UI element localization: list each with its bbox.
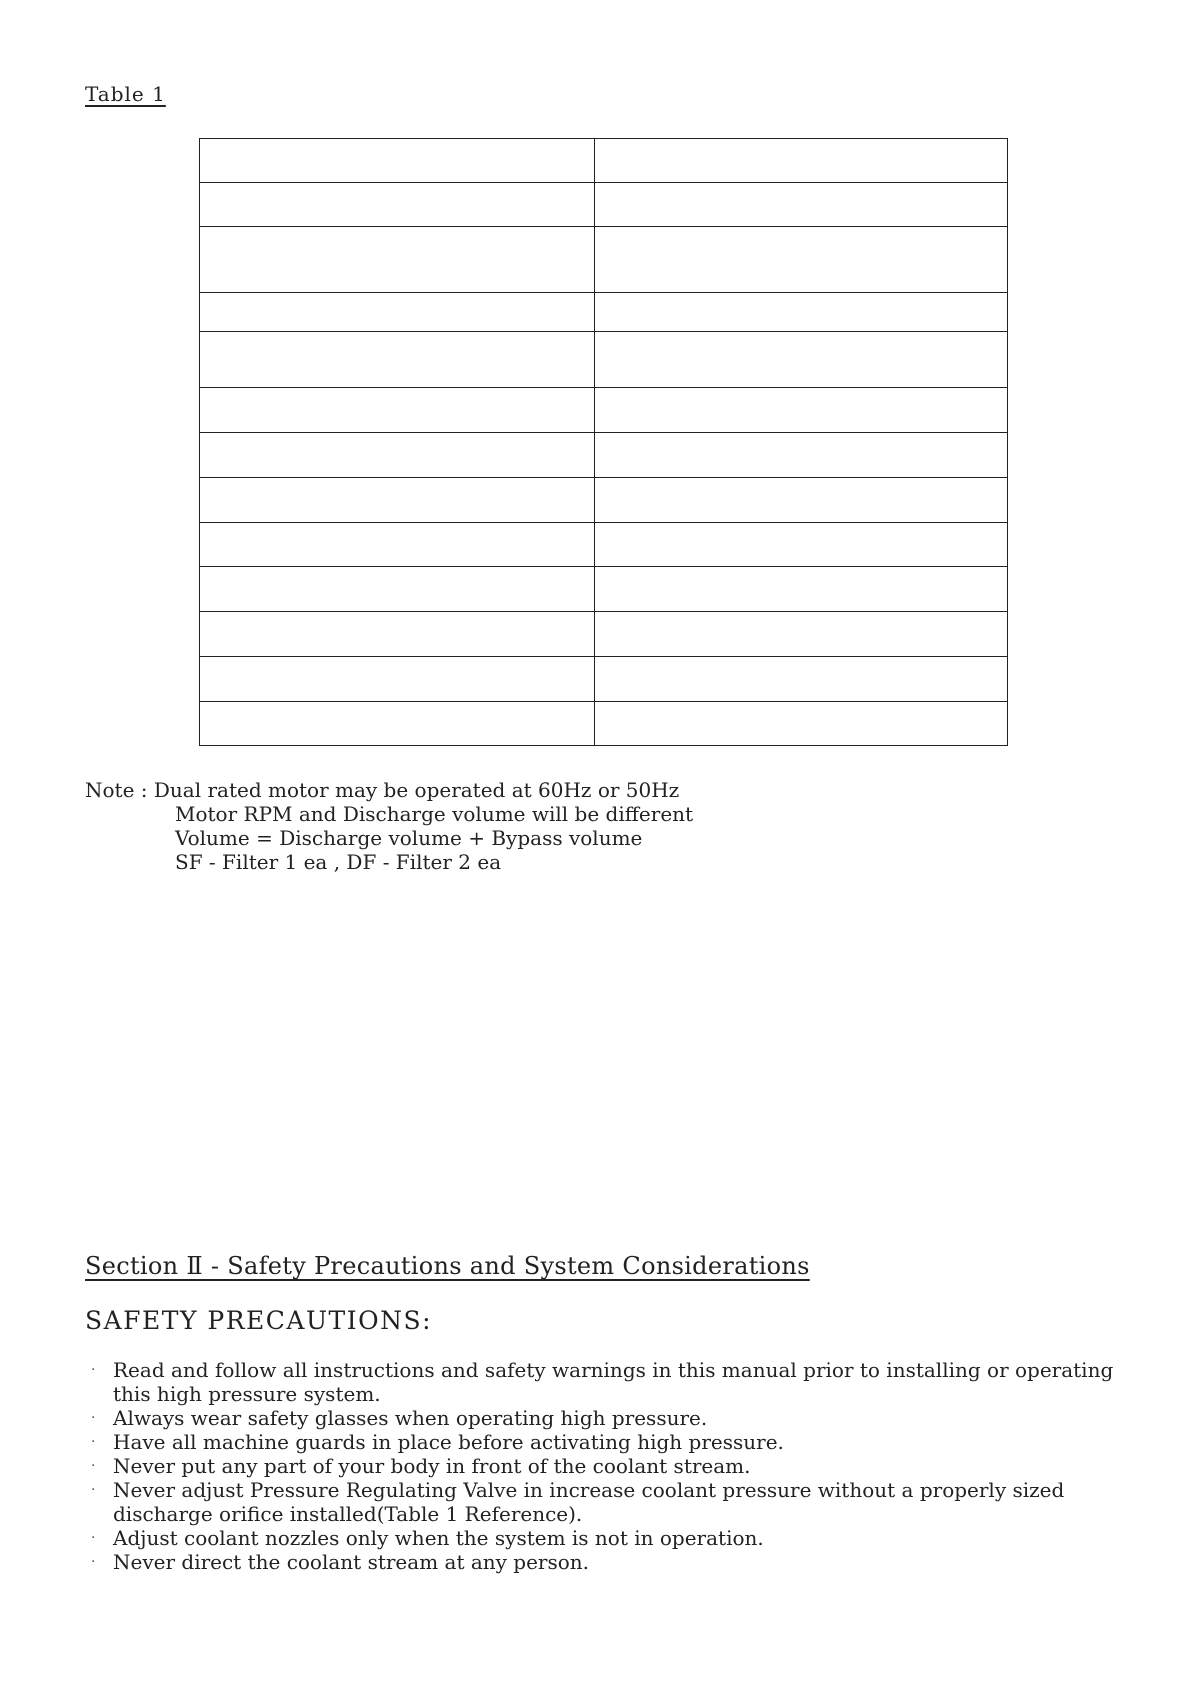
list-item: [85, 1406, 1125, 1430]
table-cell: [595, 612, 1008, 657]
safety-heading: SAFETY PRECAUTIONS:: [85, 1306, 433, 1335]
precaution-text: Have all machine guards in place before activating high pressure.: [113, 1430, 784, 1454]
table-cell: [595, 657, 1008, 702]
table-cell: [200, 523, 595, 567]
bullet-icon: ·: [91, 1554, 96, 1570]
table-cell: [595, 183, 1008, 227]
table-row: [200, 523, 1008, 567]
list-item: [85, 1526, 1125, 1550]
list-item: [85, 1430, 1125, 1454]
table-cell: [595, 332, 1008, 388]
table-cell: [595, 388, 1008, 433]
bullet-icon: ·: [91, 1482, 96, 1498]
precaution-text: Never adjust Pressure Regulating Valve in increase coolant pressure without a properly sized discharge orifice installed(Table 1 Reference).: [113, 1478, 1065, 1526]
table-row: [200, 612, 1008, 657]
table-row: [200, 702, 1008, 746]
table-row: [200, 433, 1008, 478]
table-cell: [200, 139, 595, 183]
table-row: [200, 657, 1008, 702]
table-row: [200, 139, 1008, 183]
bullet-icon: ·: [91, 1410, 96, 1426]
table-row: [200, 183, 1008, 227]
bullet-icon: ·: [91, 1530, 96, 1546]
bullet-icon: ·: [91, 1434, 96, 1450]
table-cell: [200, 702, 595, 746]
bullet-icon: ·: [91, 1458, 96, 1474]
table-cell: [200, 612, 595, 657]
table-cell: [595, 567, 1008, 612]
precaution-text: Never direct the coolant stream at any person.: [113, 1550, 590, 1574]
section-title: Section Ⅱ - Safety Precautions and System Considerations: [85, 1252, 810, 1280]
list-item: [85, 1358, 1125, 1406]
precaution-text: Never put any part of your body in front of the coolant stream.: [113, 1454, 751, 1478]
table-cell: [595, 293, 1008, 332]
table-cell: [595, 227, 1008, 293]
list-item: [85, 1550, 1125, 1574]
precautions-list: [85, 1358, 1125, 1574]
spec-table: [199, 138, 1008, 746]
table-row: [200, 478, 1008, 523]
table-cell: [200, 433, 595, 478]
table-cell: [200, 227, 595, 293]
list-item: [85, 1454, 1125, 1478]
note-line: Volume = Discharge volume + Bypass volume: [175, 826, 643, 850]
table-cell: [200, 657, 595, 702]
table-row: [200, 388, 1008, 433]
table-cell: [200, 567, 595, 612]
precaution-text: Adjust coolant nozzles only when the system is not in operation.: [113, 1526, 764, 1550]
table-cell: [200, 478, 595, 523]
bullet-icon: ·: [91, 1362, 96, 1378]
table-note: [85, 778, 693, 874]
table-row: [200, 227, 1008, 293]
table-cell: [595, 523, 1008, 567]
note-line: Motor RPM and Discharge volume will be different: [175, 802, 694, 826]
table-label: Table 1: [85, 82, 166, 106]
table-row: [200, 332, 1008, 388]
table-cell: [595, 433, 1008, 478]
table-cell: [595, 478, 1008, 523]
note-line: SF - Filter 1 ea , DF - Filter 2 ea: [175, 850, 502, 874]
list-item: [85, 1478, 1125, 1526]
table-cell: [200, 293, 595, 332]
table-row: [200, 567, 1008, 612]
precaution-text: Always wear safety glasses when operating high pressure.: [113, 1406, 708, 1430]
table-cell: [200, 183, 595, 227]
table-cell: [200, 332, 595, 388]
table-cell: [595, 139, 1008, 183]
precaution-text: Read and follow all instructions and safety warnings in this manual prior to installing or operating this high pressure system.: [113, 1358, 1114, 1406]
table-cell: [200, 388, 595, 433]
note-line: Note : Dual rated motor may be operated at 60Hz or 50Hz: [85, 778, 680, 802]
table-row: [200, 293, 1008, 332]
table-cell: [595, 702, 1008, 746]
